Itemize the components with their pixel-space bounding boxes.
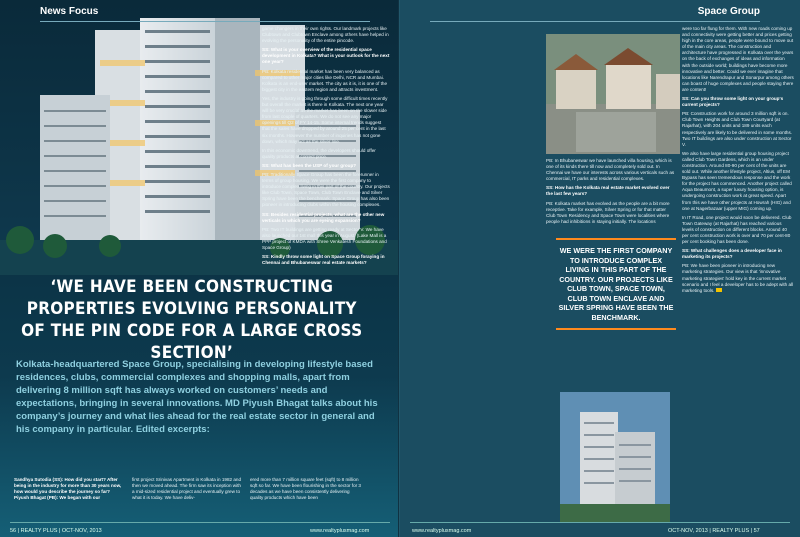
right-para-itroad: In IT Road, one project would soon be delivered. Club Town Gateway (at Rajarhat) has reached various levels of construction on different blocks. Around 40 per cent construction work is over and 70 per cent-80 per cent booking has been done. xyxy=(682,214,792,245)
folio-left: 56 | REALTY PLUS | OCT-NOV, 2013 xyxy=(10,528,102,534)
cont-question-4: SS: Kindly throw some light on Space Group foraying in Chennai and Bhubaneswar real estate markets? xyxy=(262,254,385,266)
cont-answer-1: PB: Kolkata residential market has been very balanced as compared to other major cities like Delhi, NCR and Mumbai. Kolkata is an end-user market. The city as it is, it is one of the biggest city in the eastern region and attracts investment. xyxy=(262,68,388,92)
intro-para-3: ered more than 7 million square feet (sqft) to 8 million sqft so far. We have been flourishing in the sector for 3 decades as we have been consistently delivering quality products which have been xyxy=(250,477,361,501)
right-col-a-top xyxy=(546,158,676,250)
cont-question-2: SS: What has been the USP of your group? xyxy=(262,162,357,168)
right-answer-evolve: PB: Kolkata market has evolved as the people are a bit more receptive. Take for example, Silver Spring or for that matter Club Town Residency and Space Town were localities where people had inhibitions in staying initially. The locations xyxy=(546,200,670,224)
folio-right: OCT-NOV, 2013 | REALTY PLUS | 57 xyxy=(668,528,760,534)
left-col-1 xyxy=(14,477,126,527)
end-mark-icon xyxy=(716,288,722,292)
right-question-projects: SS: Can you throw some light on your group's current projects? xyxy=(682,96,784,108)
pull-quote: WE WERE THE FIRST COMPANY TO INTRODUCE COMPLEX LIVING IN THIS PART OF THE COUNTRY. OUR PROJECTS LIKE CLUB TOWN, SPACE TOWN, CLUB TOWN ENCLAVE AND SILVER SPRING HAVE BEEN THE BENCHMARK. xyxy=(556,238,676,330)
left-col-3 xyxy=(250,477,362,527)
footer-rule-left xyxy=(10,522,390,523)
intro-para-2: first project Srinivas Apartment in Kolkata in 1982 and then we moved ahead. The firm saw its inception with a mid-sized residential project and eventually grew to what it is today. We have deliv- xyxy=(132,477,242,501)
right-question-challenges: SS: What challenges does a developer face in marketing its projects? xyxy=(682,248,782,260)
section-label-right: Space Group xyxy=(697,6,760,17)
cont-answer-2: PB: Traditionally Space Group has been the forerunner in terms of group housing. We were the first company to introduce complex living in this part of the country. Our projects like Club Town, Space Town, Club Town Enclave and Silver Spring have been the benchmark. Space Group has also been pioneer in introducing clubs within the housing complexes. xyxy=(262,171,390,208)
left-col-2 xyxy=(132,477,244,527)
right-para-roads: were too far flung for them. With new roads coming up and connectivity were getting better and prices getting high in the core areas, people were bound to move out of the main city areas. The construction and architecture have progressed in Kolkata over the years on the back of exchanges of ideas and information with the outside world; buildings have become more innovative and better. Could we ever imagine that locations like Narendrapur and Sonarpur among others can boast of huge complexes and people staying there are content! xyxy=(682,26,794,92)
cont-answer-3: PB: Two IT buildings are getting ready at Sector V. We have also launched our 1st mall this year in August. (Lake Mall is a PPP project of KMDA with Shree Venkatesh Foundations and Space Group) xyxy=(262,226,387,250)
header-rule-left xyxy=(40,21,370,22)
tower-photo xyxy=(560,392,670,522)
website-right: www.realtyplusmag.com xyxy=(412,528,472,534)
cont-para-3: In this economic downtrend, the developers should offer quality products at correct price. xyxy=(262,147,376,159)
standfirst: Kolkata-headquartered Space Group, specialising in developing lifestyle based residences, clubs, commercial complexes and shopping malls, apart from delivering 8 million sqft has always worked on customers’ needs and expectations, bringing in several innovations. MD Piyush Bhagat talks about his company’s journey and what lies ahead for the real estate sector in general and his company in particular. Edited excerpts: xyxy=(16,359,378,435)
cont-question-1: SS: What is your overview of the residential space development in Kolkata? What is your outlook for the next one year? xyxy=(262,47,390,65)
right-para-gardens: We also have large residential group housing project called Club Town Gardens, which is an under construction. Around 80-90 per cent of the units are sold out. While another lifestyle project, Altius, off EM Bypass has seen tremendous response and the work for the project has commenced. Another project called Aqua Beaumont, a super luxury housing option, is undergoing construction work at great speed. Apart from this we have other projects at Howrah (HIG) and one at Nagerbazaar (upper MIG) coming up. xyxy=(682,150,792,211)
website-left: www.realtyplusmag.com xyxy=(310,528,370,534)
intro-qa: Sandhya Sutodia (SS): How did you start? After being in the industry for more than 30 years now, how would you describe the journey so far? Piyush Bhagat (PB): We began with our xyxy=(14,477,122,501)
villa-photo xyxy=(546,34,680,154)
right-answer-challenges: PB: We have been pioneer in introducing new marketing strategies. Our view is that 'innovative marketing strategies' hold key in the current market scenario and I feel a developer has to be adept with all marketing tools. xyxy=(682,263,794,293)
section-label-left: News Focus xyxy=(40,6,99,17)
right-answer-projects: PB: Construction work for around 3 million sqft is on. Club Town Heights and Club Town Courtyard (at Rajarhat), with 204 units and 189 units each respectively are likely to be delivered in some months. Two IT buildings are also under construction at Sector V. xyxy=(682,111,793,147)
header-rule-right xyxy=(430,21,760,22)
continuation-column xyxy=(262,26,390,371)
footer-rule-right xyxy=(410,522,790,523)
cont-question-3: SS: Besides residential projects, what are the other new verticals in which you are eyeing expansion? xyxy=(262,211,385,223)
right-col-b xyxy=(682,26,794,502)
right-question-evolve: SS: How has the Kolkata real estate market evolved over the last few years? xyxy=(546,185,670,197)
cont-para-2: Yes, the industry is going through some difficult times recently but overall the market is there in Kolkata. The next one year will be very crucial as the market has been on the slower side from last couple of quarters. We do not see any major openings till Q2 of FY 14-15. Some internal trends suggest that the sales have dropped by around 25 per cent in the last six months. However the number of inquiries has not gone down, which may act as the silver line. xyxy=(262,95,388,144)
cont-para-1: game changers in their own rights. Our landmark projects like Clubtown and Clubtown Enclave among others have helped in evolving the personality of the entire pincode. xyxy=(262,26,389,44)
right-answer-chennai: PB: In Bhubaneswar we have launched villa housing, which is one of its kinds there till now and completely sold out. In Chennai we have our interests across various verticals such as commercial, IT parks and residential complexes. xyxy=(546,158,675,182)
article-headline: ‘WE HAVE BEEN CONSTRUCTING PROPERTIES EVOLVING PERSONALITY OF THE PIN CODE FOR A LARGE CROSS SECTION’ xyxy=(21,277,363,363)
